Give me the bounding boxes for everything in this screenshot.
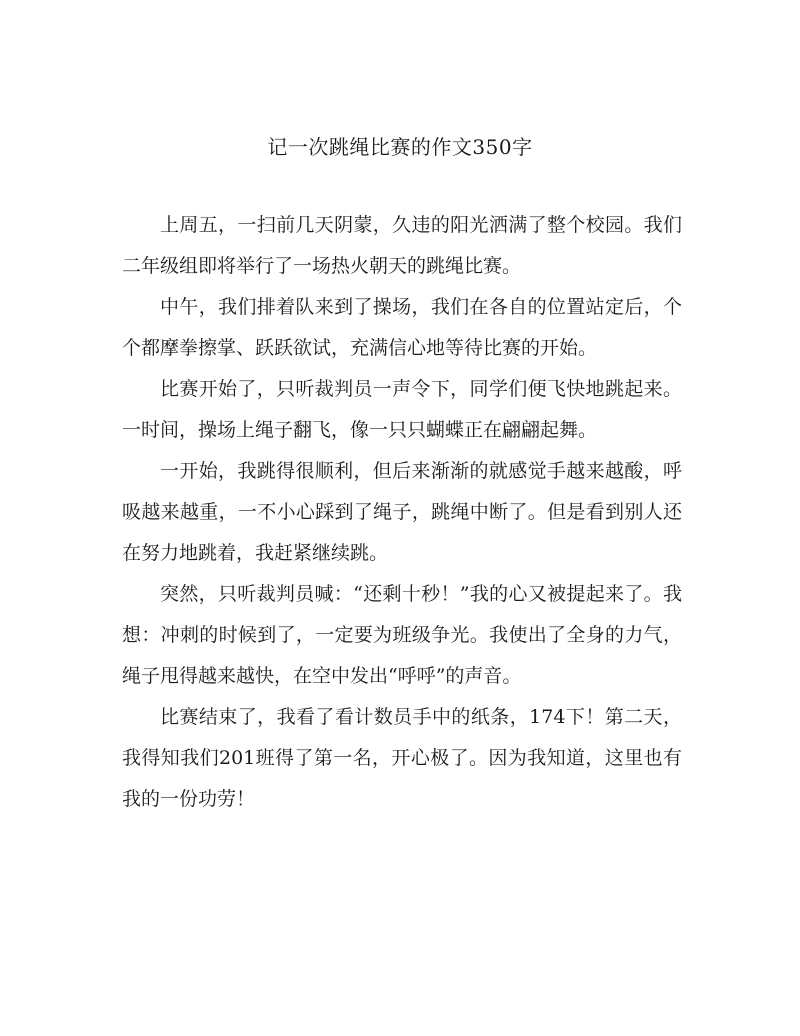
paragraph-3: 比赛开始了，只听裁判员一声令下，同学们便飞快地跳起来。一时间，操场上绳子翻飞，像一只只蝴蝶正在翩翩起舞。 [122, 378, 682, 441]
paragraph-6: 比赛结束了，我看了看计数员手中的纸条，174下！第二天，我得知我们201班得了第一名，开心极了。因为我知道，这里也有我的一份功劳！ [122, 706, 682, 810]
document-title: 记一次跳绳比赛的作文350字 [267, 135, 533, 159]
paragraph-1: 上周五，一扫前几天阴蒙，久违的阳光洒满了整个校园。我们二年级组即将举行了一场热火朝天的跳绳比赛。 [122, 214, 682, 277]
paragraph-5: 突然，只听裁判员喊：“还剩十秒！”我的心又被提起来了。我想：冲刺的时候到了，一定要为班级争光。我使出了全身的力气，绳子甩得越来越快，在空中发出“呼呼”的声音。 [122, 583, 682, 687]
paragraph-4: 一开始，我跳得很顺利，但后来渐渐的就感觉手越来越酸，呼吸越来越重，一不小心踩到了绳子，跳绳中断了。但是看到别人还在努力地跳着，我赶紧继续跳。 [122, 460, 682, 564]
document-body [122, 205, 682, 820]
paragraph-2: 中午，我们排着队来到了操场，我们在各自的位置站定后，个个都摩拳擦掌、跃跃欲试，充满信心地等待比赛的开始。 [122, 296, 682, 359]
